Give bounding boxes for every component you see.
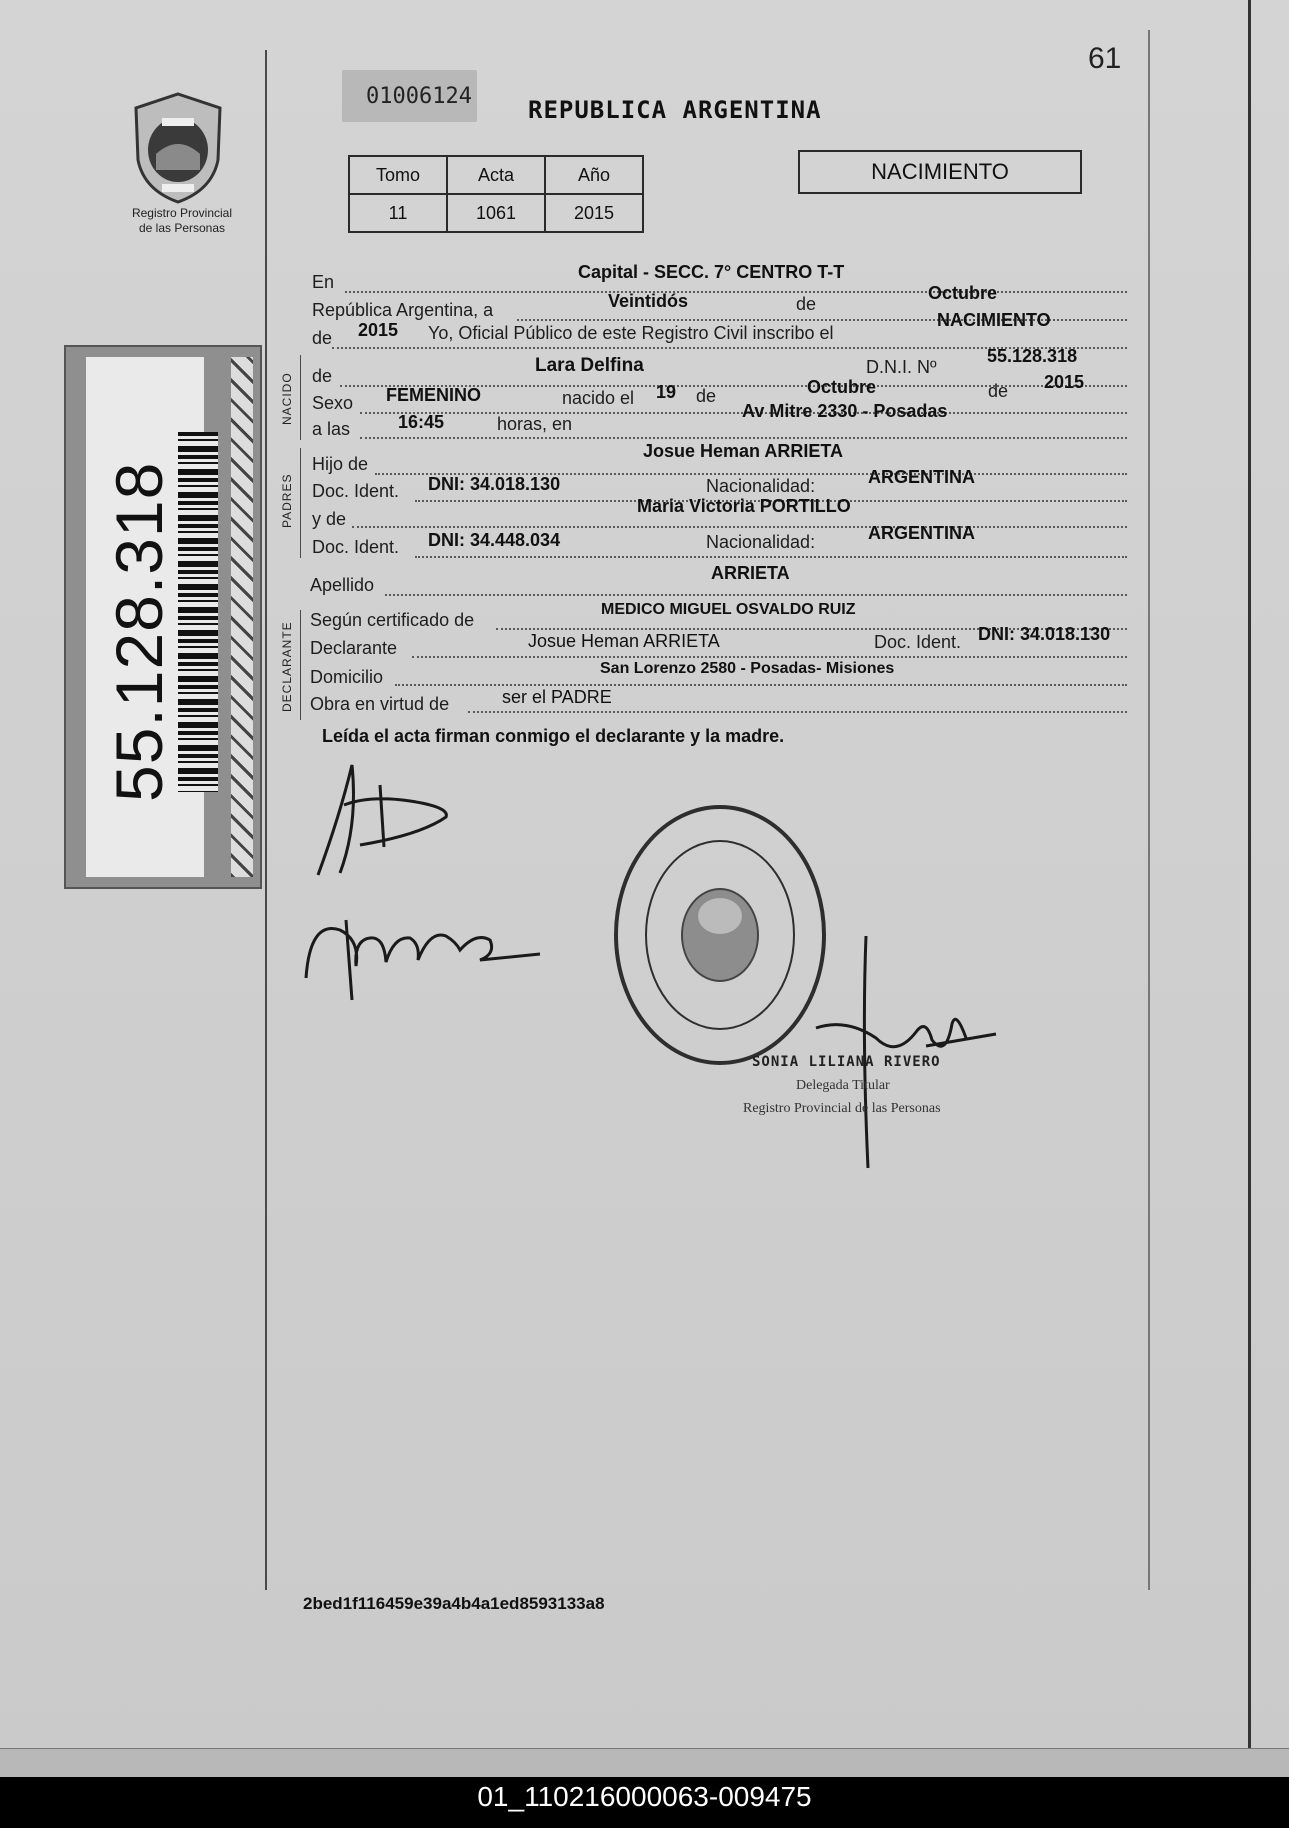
footer-code: 01_110216000063-009475 <box>477 1781 812 1812</box>
dni-label: D.N.I. Nº <box>866 357 937 377</box>
right-margin-line <box>1148 30 1150 1590</box>
rep-de: de <box>796 294 817 314</box>
page-number: 61 <box>1088 42 1122 75</box>
mother-signature <box>300 880 560 1010</box>
section-nacido: NACIDO <box>280 372 294 425</box>
dni-tag-pattern <box>231 357 253 877</box>
act-type-box <box>798 150 1082 194</box>
declarant-signature <box>300 755 480 885</box>
yde-label: y de <box>312 509 347 529</box>
registry-seal-icon <box>122 90 234 205</box>
en-value: Capital - SECC. 7° CENTRO T-T <box>578 262 845 282</box>
dotted-line <box>395 684 1127 686</box>
nacido-name: Lara Delfina <box>535 355 644 376</box>
decl-doc-label: Doc. Ident. <box>874 632 962 652</box>
official-office: Registro Provincial de las Personas <box>743 1101 941 1116</box>
mother-name: Maria Victoria PORTILLO <box>637 496 851 516</box>
rep-label: República Argentina, a <box>312 300 494 320</box>
serial-number: 01006124 <box>366 84 472 109</box>
decl-doc: DNI: 34.018.130 <box>978 624 1111 644</box>
birth-time: 16:45 <box>398 412 445 432</box>
horas-label: horas, en <box>497 414 573 434</box>
father-nationality: ARGENTINA <box>868 467 975 487</box>
registry-logo-line2: de las Personas <box>138 221 226 235</box>
official-stamp-icon <box>608 798 832 1073</box>
closing-text: Leída el acta firman conmigo el declarante y la madre. <box>322 726 785 746</box>
doc1-label: Doc. Ident. <box>312 481 400 501</box>
obra-value: ser el PADRE <box>502 687 612 707</box>
tomo-value: 11 <box>349 194 447 232</box>
document-title: REPUBLICA ARGENTINA <box>528 96 822 124</box>
decl-value: Josue Heman ARRIETA <box>528 631 720 651</box>
mother-nationality: ARGENTINA <box>868 523 975 543</box>
apellido-label: Apellido <box>310 575 375 595</box>
birth-year: 2015 <box>1044 372 1085 392</box>
section-divider <box>300 448 301 558</box>
next-page-strip <box>0 1748 1289 1778</box>
mother-doc: DNI: 34.448.034 <box>428 530 561 550</box>
dom-value: San Lorenzo 2580 - Posadas- Misiones <box>600 660 895 677</box>
de-year: 2015 <box>358 320 399 340</box>
official-name: SONIA LILIANA RIVERO <box>752 1054 941 1070</box>
nac2-label: Nacionalidad: <box>706 532 816 552</box>
nacido-dni: 55.128.318 <box>987 346 1078 366</box>
acta-value: 1061 <box>447 194 545 232</box>
decl-label: Declarante <box>310 638 398 658</box>
en-label: En <box>312 272 335 292</box>
document-hash: 2bed1f116459e39a4b4a1ed8593133a8 <box>303 1594 605 1613</box>
birth-place: Av Mitre 2330 - Posadas <box>742 401 948 421</box>
dotted-line <box>385 594 1127 596</box>
dotted-line <box>415 556 1127 558</box>
nac1-label: Nacionalidad: <box>706 476 816 496</box>
birth-day: 19 <box>656 382 677 402</box>
obra-label: Obra en virtud de <box>310 694 450 714</box>
official-role: Delegada Titular <box>796 1078 890 1093</box>
anio-value: 2015 <box>545 194 643 232</box>
official-signature <box>806 928 1006 1178</box>
dni-tag-number: 55.128.318 <box>102 461 176 802</box>
sexo-value: FEMENINO <box>386 385 482 405</box>
rep-month: Octubre <box>928 283 998 303</box>
section-declarante: DECLARANTE <box>280 621 294 712</box>
act-reference-table <box>348 155 644 233</box>
rep-day: Veintidós <box>608 291 689 311</box>
nacido-de-label: de <box>312 366 333 386</box>
registry-logo-line1: Registro Provincial <box>131 206 233 220</box>
yo-text: Yo, Oficial Público de este Registro Civil inscribo el <box>428 323 834 343</box>
tomo-header: Tomo <box>349 156 447 194</box>
cert-value: MEDICO MIGUEL OSVALDO RUIZ <box>601 601 856 618</box>
acta-header: Acta <box>447 156 545 194</box>
dotted-line <box>412 656 1127 658</box>
sexo-label: Sexo <box>312 393 354 413</box>
anio-header: Año <box>545 156 643 194</box>
nacido-label: nacido el <box>562 388 635 408</box>
dni-tag <box>64 345 262 889</box>
birth-de1: de <box>696 386 717 406</box>
serial-stamp <box>342 70 477 122</box>
act-type: NACIMIENTO <box>871 159 1009 184</box>
section-divider <box>300 355 301 440</box>
dotted-line <box>345 291 1127 293</box>
de-label: de <box>312 328 333 348</box>
doc2-label: Doc. Ident. <box>312 537 400 557</box>
alas-label: a las <box>312 419 351 439</box>
yo-value: NACIMIENTO <box>937 310 1051 330</box>
birth-de2: de <box>988 381 1009 401</box>
left-margin-line <box>265 50 267 1590</box>
section-divider <box>300 610 301 720</box>
barcode-icon <box>178 432 218 792</box>
birth-month: Octubre <box>807 377 877 397</box>
apellido-value: ARRIETA <box>711 563 790 583</box>
father-doc: DNI: 34.018.130 <box>428 474 561 494</box>
father-name: Josue Heman ARRIETA <box>643 441 844 461</box>
hijo-label: Hijo de <box>312 454 369 474</box>
dotted-line <box>360 437 1127 439</box>
section-padres: PADRES <box>280 473 294 528</box>
dotted-line <box>468 711 1127 713</box>
cert-label: Según certificado de <box>310 610 475 630</box>
dotted-line <box>352 526 1127 528</box>
page-edge-line <box>1248 0 1251 1777</box>
dom-label: Domicilio <box>310 667 384 687</box>
